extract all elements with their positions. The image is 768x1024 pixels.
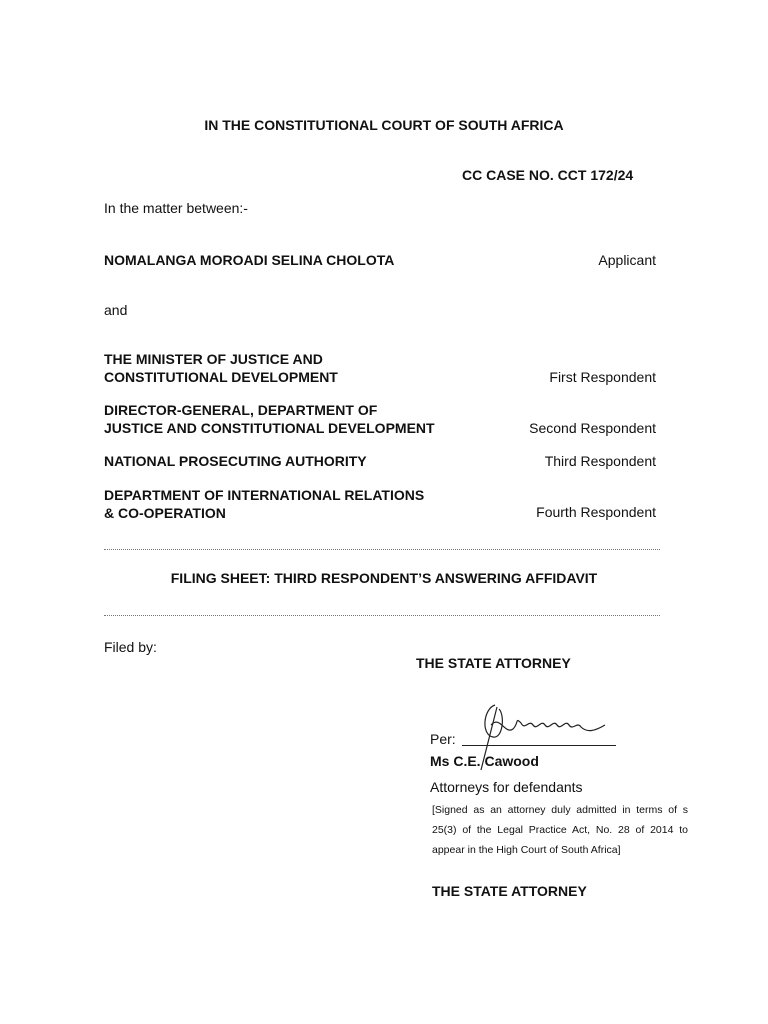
applicant-role: Applicant	[598, 252, 656, 268]
per-label: Per:	[430, 731, 456, 747]
first-respondent-role: First Respondent	[549, 369, 656, 385]
divider	[104, 549, 660, 550]
second-respondent-role: Second Respondent	[529, 420, 656, 436]
name-line: THE MINISTER OF JUSTICE AND	[104, 351, 323, 367]
name-line: JUSTICE AND CONSTITUTIONAL DEVELOPMENT	[104, 420, 435, 436]
and-label: and	[104, 302, 128, 318]
signatory-name: Ms C.E. Cawood	[430, 753, 539, 769]
signed-note: [Signed as an attorney duly admitted in terms of s 25(3) of the Legal Practice Act, No. 28 of 2014 to appear in the High Court of South Africa]	[432, 804, 688, 856]
applicant-name: NOMALANGA MOROADI SELINA CHOLOTA	[104, 252, 395, 268]
court-heading: IN THE CONSTITUTIONAL COURT OF SOUTH AFRICA	[204, 117, 564, 133]
case-number: CC CASE NO. CCT 172/24	[462, 167, 634, 183]
third-respondent-name: NATIONAL PROSECUTING AUTHORITY	[104, 453, 367, 469]
firm-footer: THE STATE ATTORNEY	[432, 883, 587, 899]
firm-name: THE STATE ATTORNEY	[416, 655, 571, 671]
second-respondent-name	[104, 401, 435, 437]
name-line: DEPARTMENT OF INTERNATIONAL RELATIONS	[104, 487, 425, 503]
name-line: & CO-OPERATION	[104, 505, 226, 521]
third-respondent-role: Third Respondent	[544, 453, 656, 469]
first-respondent-name	[104, 350, 338, 386]
signatory-role: Attorneys for defendants	[430, 779, 583, 795]
filing-sheet-title: FILING SHEET: THIRD RESPONDENT’S ANSWERING AFFIDAVIT	[170, 570, 598, 586]
matter-between-label: In the matter between:-	[104, 200, 248, 216]
divider	[104, 615, 660, 616]
name-line: CONSTITUTIONAL DEVELOPMENT	[104, 369, 338, 385]
fourth-respondent-role: Fourth Respondent	[536, 504, 656, 520]
filed-by-label: Filed by:	[104, 639, 157, 655]
fourth-respondent-name	[104, 486, 424, 522]
name-line: DIRECTOR-GENERAL, DEPARTMENT OF	[104, 402, 378, 418]
